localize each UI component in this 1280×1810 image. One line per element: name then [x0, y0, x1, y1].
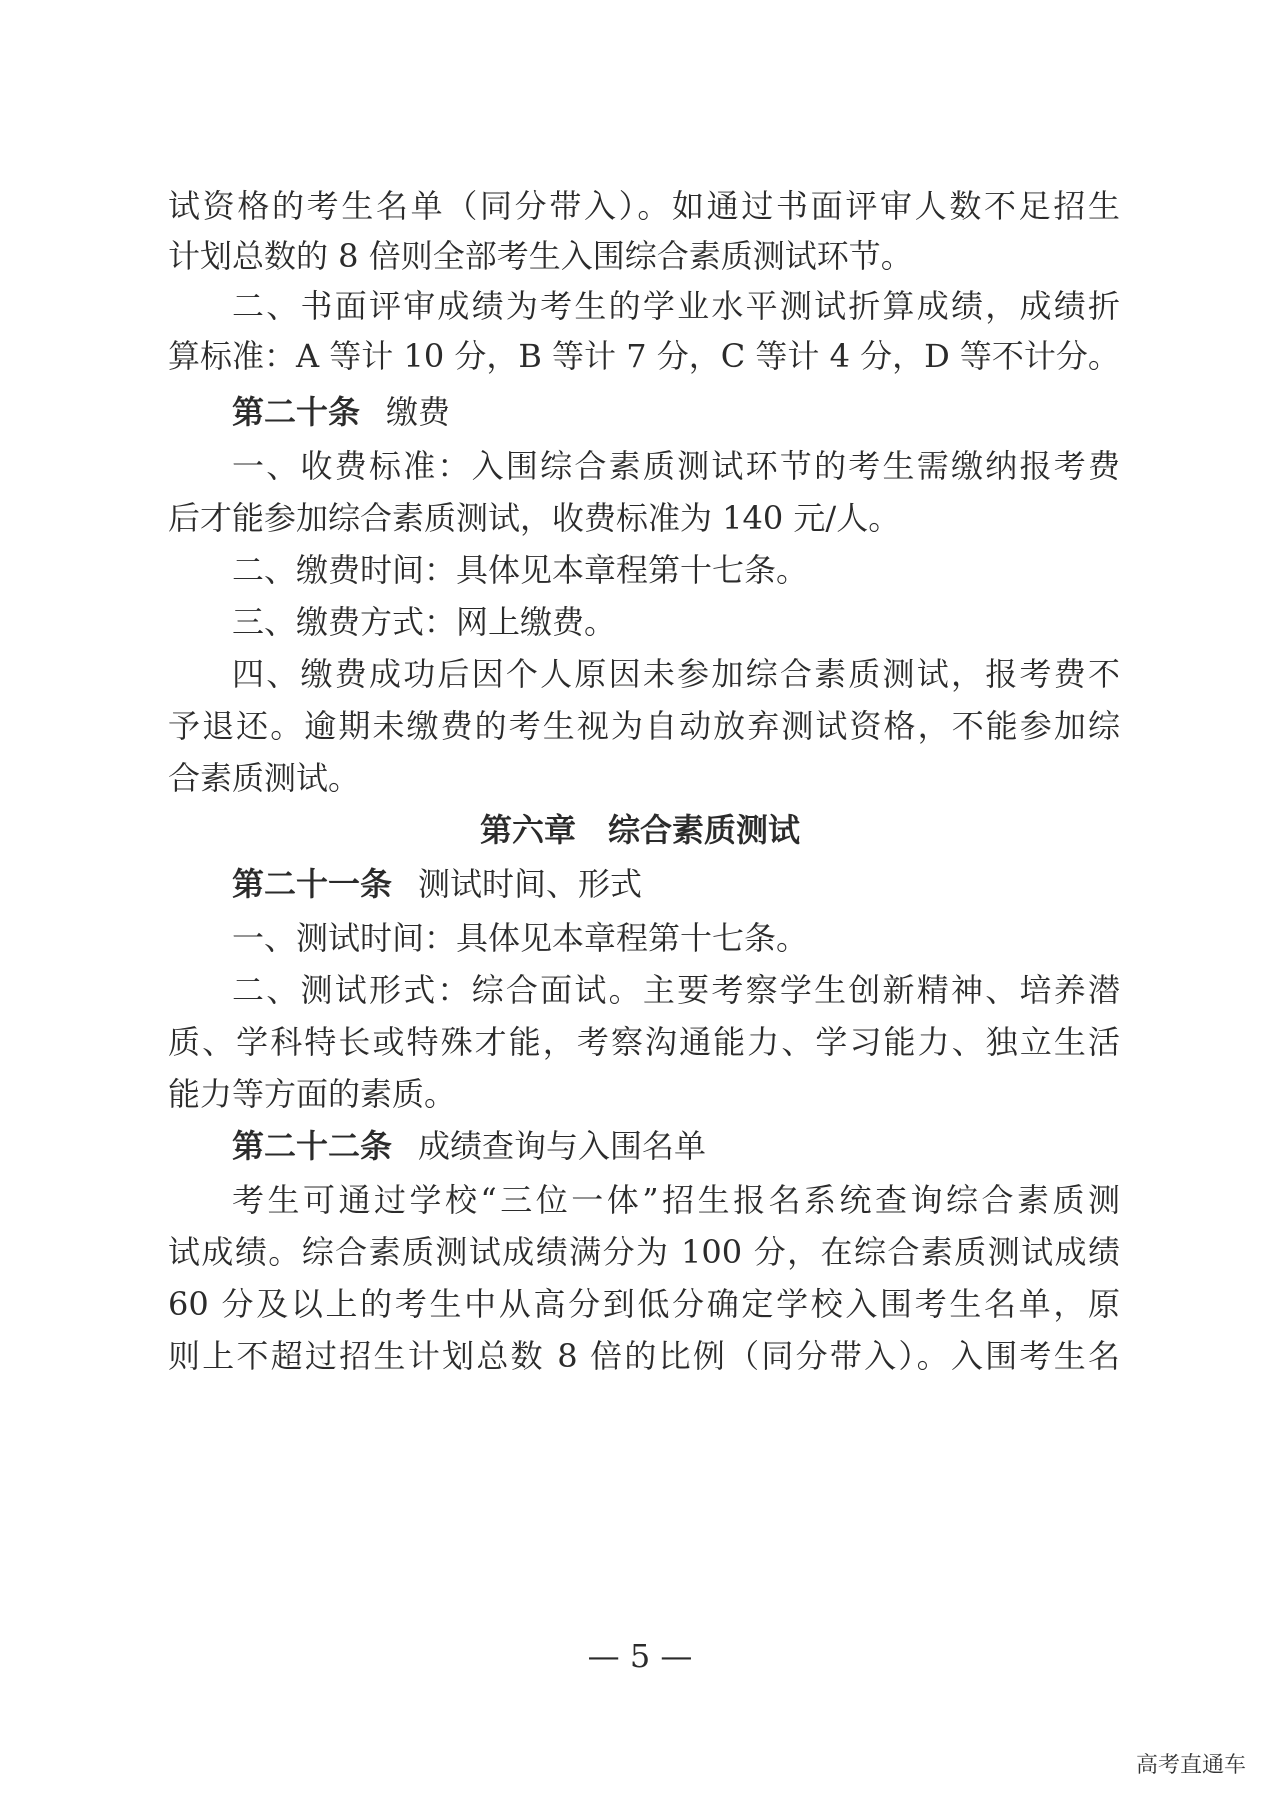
paragraph-line: 试资格的考生名单（同分带入）。如通过书面评审人数不足招生: [168, 187, 1120, 225]
paragraph-line: 二、书面评审成绩为考生的学业水平测试折算成绩，成绩折: [232, 287, 1120, 325]
page-number: — 5 —: [587, 1637, 693, 1675]
paragraph-line: 后才能参加综合素质测试，收费标准为 140 元/人。: [168, 499, 901, 537]
paragraph-line: 计划总数的 8 倍则全部考生入围综合素质测试环节。: [168, 237, 913, 275]
paragraph-line: 质、学科特长或特殊才能，考察沟通能力、学习能力、独立生活: [168, 1023, 1120, 1061]
paragraph-line: 二、缴费时间：具体见本章程第十七条。: [232, 551, 809, 589]
paragraph-line: 四、缴费成功后因个人原因未参加综合素质测试，报考费不: [232, 655, 1120, 693]
paragraph-line: 一、测试时间：具体见本章程第十七条。: [232, 919, 809, 957]
paragraph-line: 合素质测试。: [168, 759, 361, 797]
article-number: 第二十一条: [232, 865, 393, 903]
paragraph-line: 一、收费标准：入围综合素质测试环节的考生需缴纳报考费: [232, 447, 1120, 485]
article-title: 成绩查询与入围名单: [418, 1127, 707, 1165]
article-heading: [232, 864, 1120, 904]
paragraph-line: 三、缴费方式：网上缴费。: [232, 603, 617, 641]
paragraph-line: 能力等方面的素质。: [168, 1075, 457, 1113]
paragraph-line: 60 分及以上的考生中从高分到低分确定学校入围考生名单，原: [168, 1285, 1120, 1323]
watermark: 高考直通车: [1135, 1753, 1246, 1778]
paragraph-line: 则上不超过招生计划总数 8 倍的比例（同分带入）。入围考生名: [168, 1337, 1120, 1375]
paragraph-line: 考生可通过学校“三位一体”招生报名系统查询综合素质测: [232, 1181, 1120, 1219]
paragraph-line: 试成绩。综合素质测试成绩满分为 100 分，在综合素质测试成绩: [168, 1233, 1120, 1271]
article-number: 第二十二条: [232, 1127, 393, 1165]
article-title: 测试时间、形式: [418, 865, 643, 903]
paragraph-line: 算标准：A 等计 10 分，B 等计 7 分，C 等计 4 分，D 等不计分。: [168, 337, 1120, 375]
paragraph-line: 予退还。逾期未缴费的考生视为自动放弃测试资格，不能参加综: [168, 707, 1120, 745]
chapter-heading: 第六章 综合素质测试: [479, 811, 800, 849]
article-number: 第二十条: [232, 393, 361, 431]
paragraph-line: 二、测试形式：综合面试。主要考察学生创新精神、培养潜: [232, 971, 1120, 1009]
article-heading: [232, 392, 1120, 432]
article-heading: [232, 1126, 1120, 1166]
article-title: 缴费: [386, 393, 451, 431]
